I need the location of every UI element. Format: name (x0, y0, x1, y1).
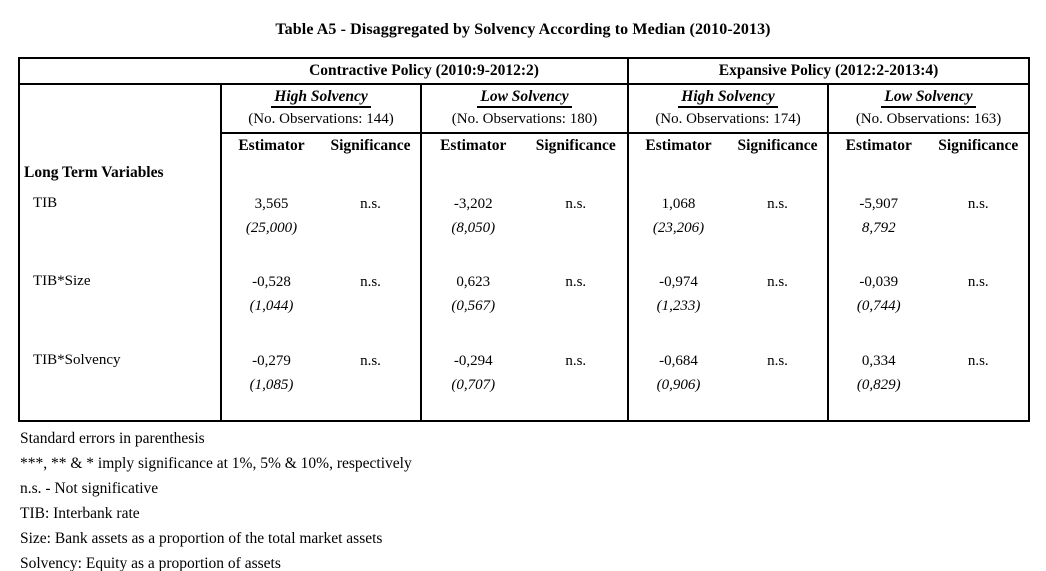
observations-count: (No. Observations: 144) (248, 111, 394, 127)
std-error-value: (0,906) (656, 377, 701, 393)
estimator-header: Estimator (645, 137, 712, 154)
solvency-header-row (19, 84, 1029, 133)
significance-value: n.s. (767, 353, 788, 369)
solvency-group-expansive-low (828, 84, 1029, 133)
data-cell (628, 268, 828, 347)
std-error-value: (0,567) (451, 298, 496, 314)
empty-cell (421, 160, 628, 190)
footnote-solvency: Solvency: Equity as a proportion of assets (20, 555, 281, 571)
significance-value: n.s. (565, 353, 587, 369)
section-row (19, 160, 1029, 190)
data-cell (628, 347, 828, 421)
std-error-value: 8,792 (861, 220, 896, 236)
estimator-value: 0,334 (861, 353, 896, 369)
row-label: TIB*Size (33, 273, 91, 289)
significance-value: n.s. (767, 196, 788, 212)
significance-value: n.s. (967, 353, 989, 369)
footnote-significance-levels: ***, ** & * imply significance at 1%, 5% & 10%, respectively (20, 455, 412, 472)
std-error-value: (0,744) (856, 298, 901, 314)
solvency-group-label: High Solvency (678, 88, 777, 108)
estimator-value: -3,202 (453, 196, 493, 212)
policy-header-contractive: Contractive Policy (2010:9-2012:2) (221, 58, 628, 84)
observations-count: (No. Observations: 180) (451, 111, 598, 127)
significance-value: n.s. (967, 196, 989, 212)
row-label: TIB (33, 195, 58, 211)
observations-count: (No. Observations: 174) (655, 111, 801, 127)
data-cell (421, 347, 628, 421)
table-row-tib (19, 190, 1029, 268)
solvency-group-label: Low Solvency (477, 88, 571, 108)
estimator-value: 0,623 (456, 274, 491, 290)
data-cell (421, 268, 628, 347)
policy-header-row (19, 58, 1029, 84)
estimator-value: 1,068 (661, 196, 696, 212)
estimator-header: Estimator (845, 137, 912, 154)
estimator-header: Estimator (440, 137, 507, 154)
subheader-cell (828, 133, 1029, 160)
estimator-value: -0,039 (859, 274, 899, 290)
std-error-value: (0,829) (856, 377, 901, 393)
estimator-value: -0,279 (252, 353, 291, 369)
footnote-tib: TIB: Interbank rate (20, 505, 140, 522)
corner-cell (19, 58, 221, 84)
significance-value: n.s. (360, 353, 381, 369)
empty-cell (628, 160, 828, 190)
solvency-group-contractive-low (421, 84, 628, 133)
significance-value: n.s. (565, 274, 587, 290)
footnote-ns: n.s. - Not significative (20, 480, 159, 497)
solvency-group-expansive-high (628, 84, 828, 133)
std-error-value: (1,233) (656, 298, 701, 314)
data-cell (221, 347, 421, 421)
stub-cell (19, 84, 221, 160)
std-error-value: (8,050) (451, 220, 496, 236)
footnote-size: Size: Bank assets as a proportion of the total market assets (20, 530, 383, 547)
data-cell (828, 268, 1029, 347)
solvency-group-contractive-high (221, 84, 421, 133)
observations-count: (No. Observations: 163) (855, 111, 1002, 127)
std-error-value: (1,044) (249, 298, 294, 314)
estimator-value: -0,528 (252, 274, 291, 290)
estimator-value: -5,907 (859, 196, 899, 212)
data-cell (828, 190, 1029, 268)
std-error-value: (25,000) (245, 220, 298, 236)
significance-value: n.s. (360, 274, 381, 290)
estimator-header: Estimator (238, 137, 305, 154)
estimator-value: -0,974 (659, 274, 698, 290)
std-error-value: (0,707) (451, 377, 496, 393)
table-row-tib-solvency (19, 347, 1029, 421)
estimator-value: 3,565 (254, 196, 289, 212)
footnote-standard-errors: Standard errors in parenthesis (20, 430, 205, 447)
policy-header-expansive: Expansive Policy (2012:2-2013:4) (628, 58, 1029, 84)
significance-header: Significance (938, 137, 1019, 154)
section-label: Long Term Variables (24, 164, 164, 181)
subheader-cell (421, 133, 628, 160)
significance-header: Significance (737, 137, 818, 154)
subheader-cell (221, 133, 421, 160)
table-row-tib-size (19, 268, 1029, 347)
data-cell (628, 190, 828, 268)
subheader-cell (628, 133, 828, 160)
empty-cell (221, 160, 421, 190)
significance-value: n.s. (360, 196, 381, 212)
footnotes (20, 426, 1046, 571)
std-error-value: (1,085) (249, 377, 294, 393)
solvency-group-label: Low Solvency (881, 88, 975, 108)
row-label: TIB*Solvency (33, 352, 121, 368)
results-table (18, 57, 1030, 422)
data-cell (221, 190, 421, 268)
significance-header: Significance (535, 137, 616, 154)
data-cell (421, 190, 628, 268)
solvency-group-label: High Solvency (271, 88, 370, 108)
data-cell (221, 268, 421, 347)
significance-value: n.s. (967, 274, 989, 290)
empty-cell (828, 160, 1029, 190)
significance-header: Significance (330, 137, 411, 154)
std-error-value: (23,206) (652, 220, 705, 236)
significance-value: n.s. (767, 274, 788, 290)
significance-value: n.s. (565, 196, 587, 212)
estimator-value: -0,684 (659, 353, 698, 369)
data-cell (828, 347, 1029, 421)
table-title: Table A5 - Disaggregated by Solvency According to Median (2010-2013) (275, 21, 771, 38)
estimator-value: -0,294 (453, 353, 493, 369)
